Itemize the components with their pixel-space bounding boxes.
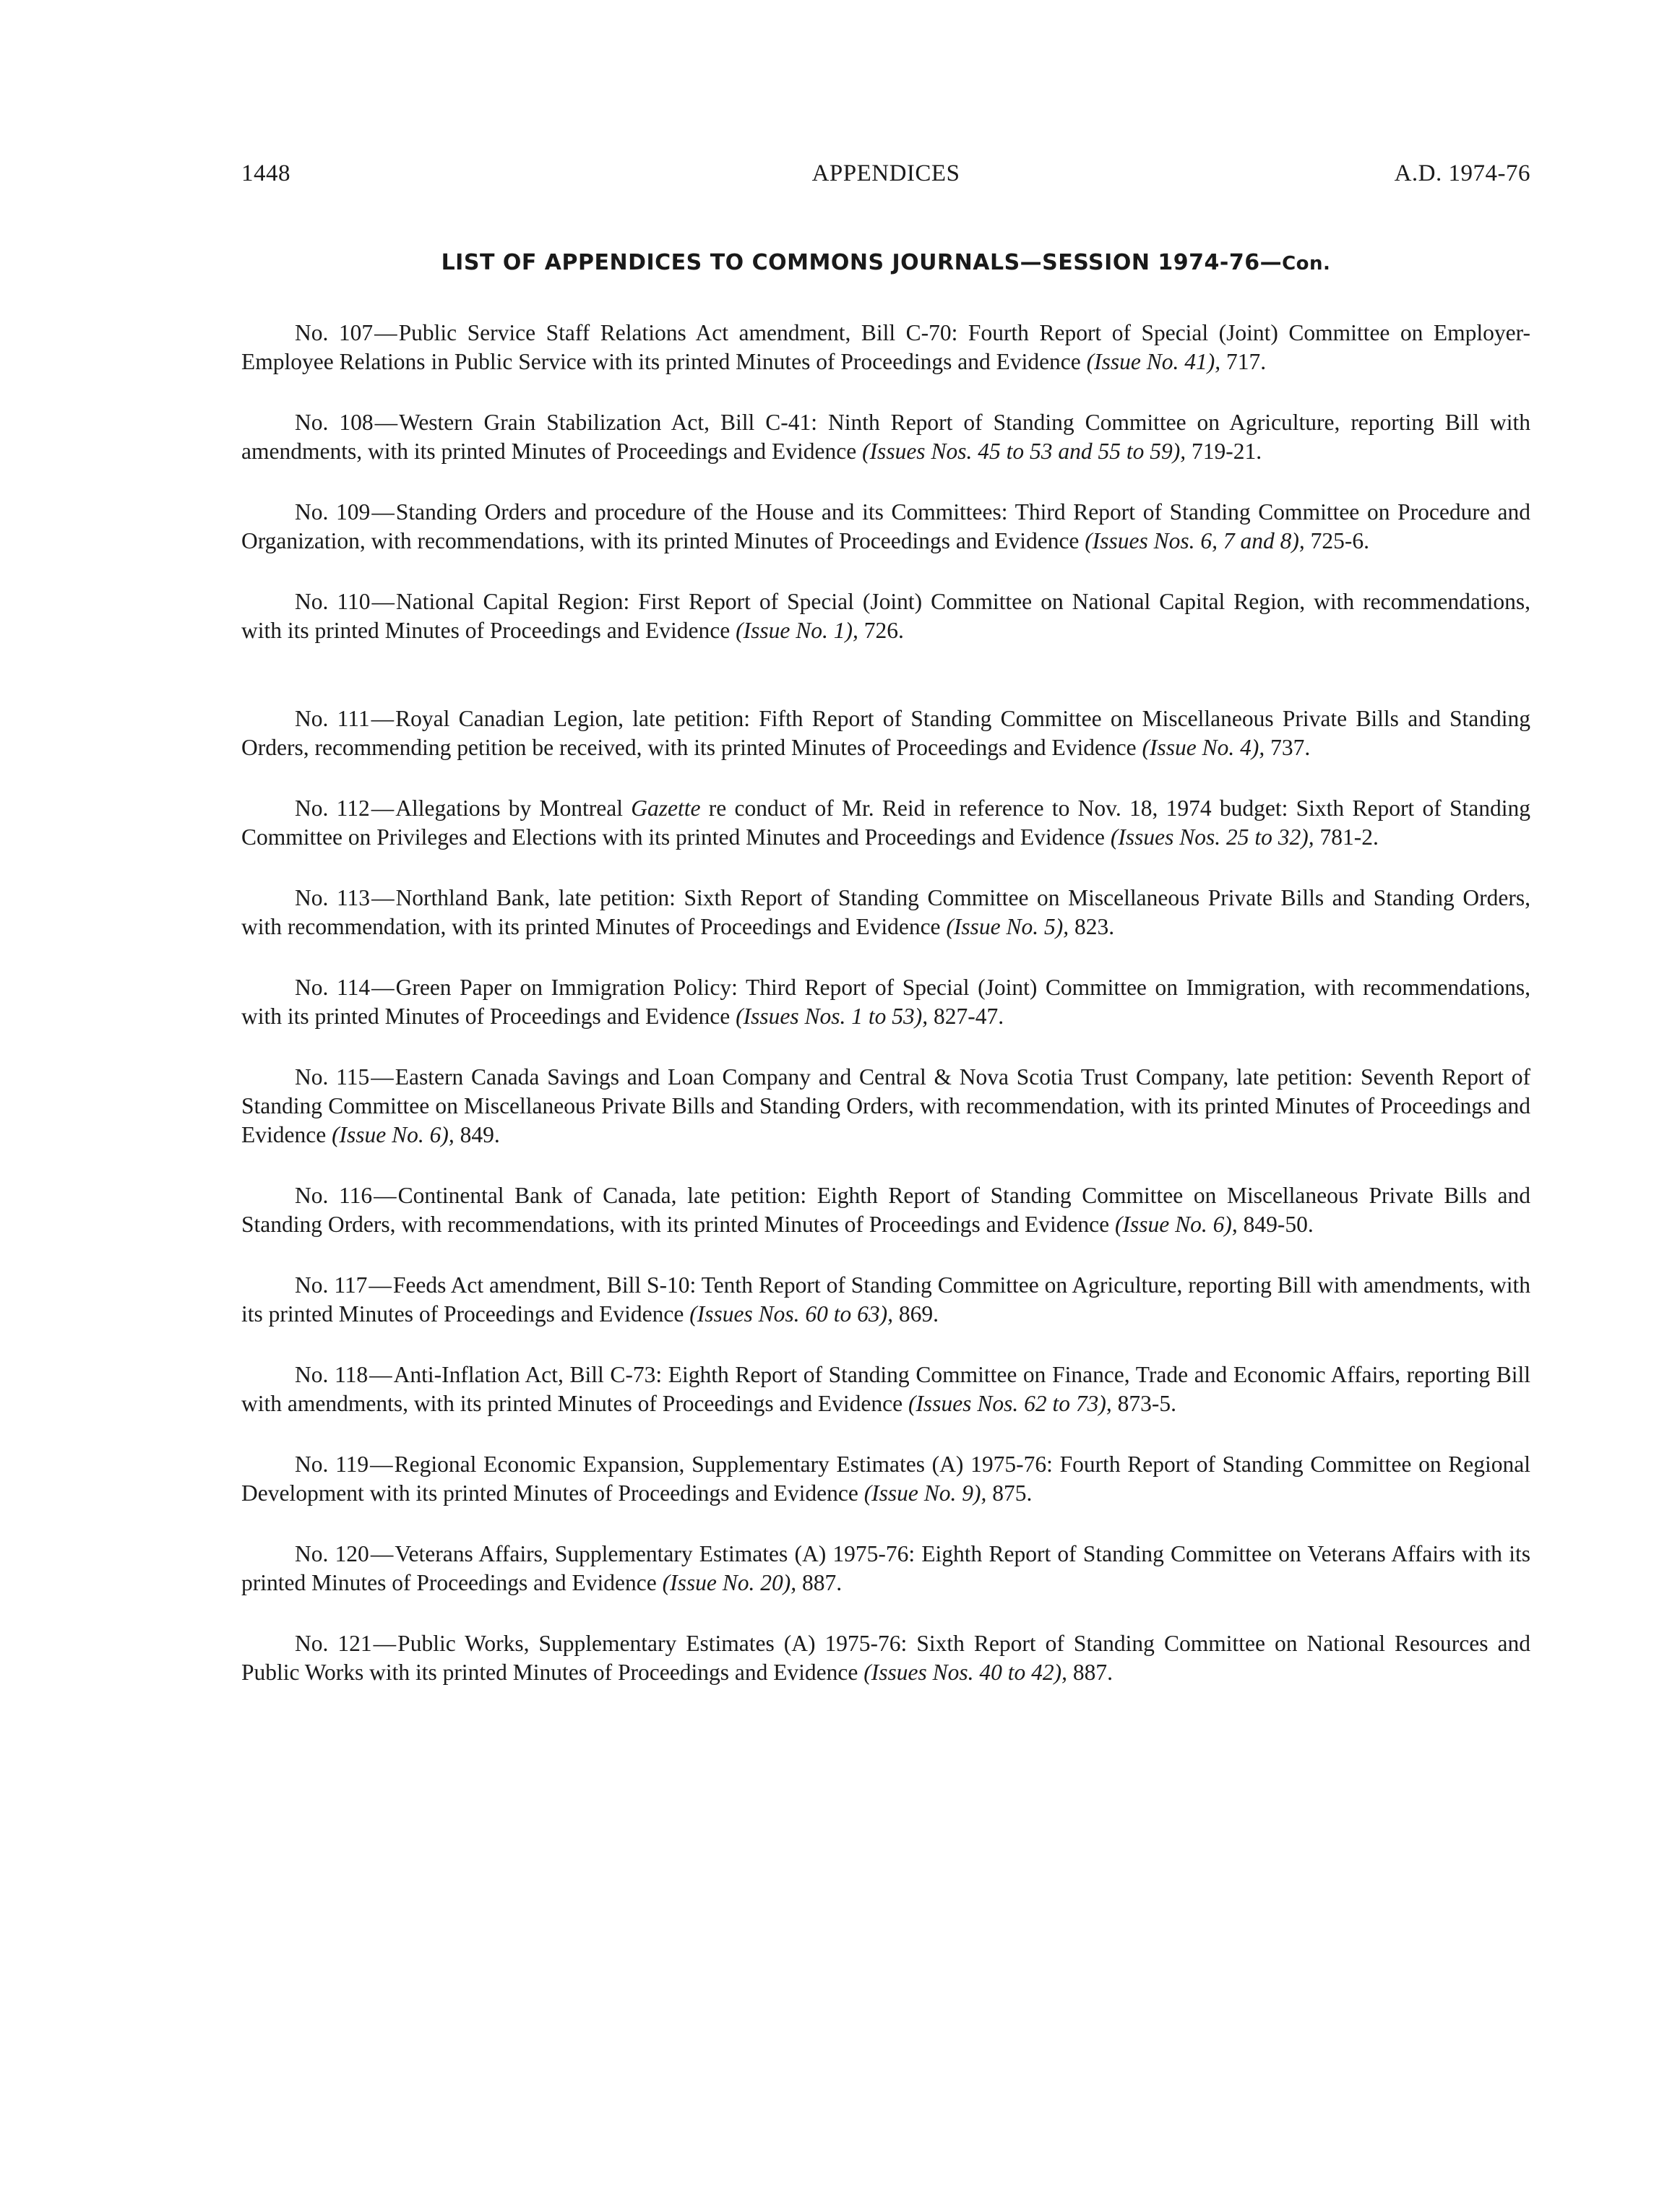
- entry-pages: 873-5.: [1111, 1391, 1176, 1416]
- list-item: No. 118—Anti-Inflation Act, Bill C-73: Eighth Report of Standing Committee on Finance, Trade and Economic Affairs, reporting Bill with amendments, with its printed Minutes of Proceedings and Evidence (Issues Nos. 62 to 73), 873-5.: [241, 1362, 1530, 1416]
- list-item: No. 117—Feeds Act amendment, Bill S-10: Tenth Report of Standing Committee on Agriculture, reporting Bill with amendments, with its printed Minutes of Proceedings and Evidence (Issues Nos. 60 to 63), 869.: [241, 1272, 1530, 1327]
- entry-number: No. 116: [295, 1183, 373, 1208]
- list-item: No. 107—Public Service Staff Relations Act amendment, Bill C-70: Fourth Report of Special (Joint) Committee on Employer-Employee Relations in Public Service with its printed Minutes of Proceedings and Evidence (Issue No. 41), 717.: [241, 320, 1531, 374]
- entry-issue: (Issue No. 4),: [1142, 735, 1265, 760]
- entry-text: Northland Bank, late petition: Sixth Report of Standing Committee on Miscellaneous Private Bills and Standing Orders, with recommendation, with its printed Minutes of Proceedings and Evidence: [241, 885, 1530, 939]
- page-number: 1448: [241, 160, 290, 186]
- entry-text: Public Works, Supplementary Estimates (A) 1975-76: Sixth Report of Standing Committee on National Resources and Public Works with its printed Minutes of Proceedings and Evidence: [241, 1631, 1531, 1685]
- appendix-list: [241, 319, 1530, 1687]
- entry-pages: 726.: [858, 618, 904, 643]
- entry-pages: 849.: [454, 1122, 500, 1147]
- section-title: APPENDICES: [811, 160, 960, 186]
- entry-issue: (Issue No. 5),: [946, 914, 1069, 939]
- entry-text: Green Paper on Immigration Policy: Third Report of Special (Joint) Committee on Immigration, with recommendations, with its printed Minutes of Proceedings and Evidence: [241, 975, 1530, 1029]
- list-title-main: LIST OF APPENDICES TO COMMONS JOURNALS—SESSION 1974-76—: [441, 250, 1283, 275]
- list-item: No. 111—Royal Canadian Legion, late petition: Fifth Report of Standing Committee on Miscellaneous Private Bills and Standing Orders, recommending petition be received, with its printed Minutes of Proceedings and Evidence (Issue No. 4), 737.: [241, 706, 1530, 760]
- entry-pages: 849-50.: [1237, 1212, 1314, 1237]
- list-item: No. 116—Continental Bank of Canada, late petition: Eighth Report of Standing Committee on Miscellaneous Private Bills and Standing Orders, with recommendations, with its printed Minutes of Proceedings and Evidence (Issue No. 6), 849-50.: [241, 1183, 1530, 1237]
- entry-text: Eastern Canada Savings and Loan Company and Central & Nova Scotia Trust Company, late petition: Seventh Report of Standing Committee on Miscellaneous Private Bills and Standing Orders, with recommendation, with its printed Minutes of Proceedings and Evidence: [241, 1064, 1530, 1147]
- entry-issue: (Issue No. 6),: [332, 1122, 455, 1147]
- entry-text: Regional Economic Expansion, Supplementary Estimates (A) 1975-76: Fourth Report of Standing Committee on Regional Development with its printed Minutes of Proceedings and Evidence: [241, 1452, 1530, 1506]
- entry-number: No. 119: [295, 1452, 369, 1477]
- entry-pages: 887.: [796, 1570, 843, 1595]
- list-item: No. 115—Eastern Canada Savings and Loan Company and Central & Nova Scotia Trust Company, late petition: Seventh Report of Standing Committee on Miscellaneous Private Bills and Standing Orders, with recommendation, with its printed Minutes of Proceedings and Evidence (Issue No. 6), 849.: [241, 1064, 1530, 1147]
- entry-number: No. 117: [295, 1272, 368, 1298]
- entry-text: Continental Bank of Canada, late petition: Eighth Report of Standing Committee on Miscellaneous Private Bills and Standing Orders, with recommendations, with its printed Minutes of Proceedings and Evidence: [241, 1183, 1530, 1237]
- entry-issue: (Issue No. 20),: [662, 1570, 797, 1595]
- entry-issue: (Issue No. 1),: [736, 618, 858, 643]
- entry-pages: 823.: [1069, 914, 1115, 939]
- year-range: A.D. 1974-76: [1394, 160, 1530, 186]
- entry-pages: 827-47.: [928, 1004, 1004, 1029]
- entry-number: No. 121: [295, 1631, 372, 1656]
- list-item: No. 121—Public Works, Supplementary Estimates (A) 1975-76: Sixth Report of Standing Committee on National Resources and Public Works with its printed Minutes of Proceedings and Evidence (Issues Nos. 40 to 42), 887.: [241, 1631, 1531, 1685]
- entry-pages: 719-21.: [1186, 439, 1262, 464]
- entry-pages: 781-2.: [1314, 824, 1379, 850]
- entry-pages: 869.: [892, 1301, 939, 1327]
- entry-issue: (Issue No. 41),: [1086, 349, 1221, 374]
- entry-italic-word: Gazette: [631, 795, 701, 821]
- entry-text: re conduct of Mr. Reid in reference to Nov. 18, 1974 budget: Sixth Report of Standing Committee on Privileges and Elections with its printed Minutes and Proceedings and Evidence: [241, 795, 1530, 850]
- entry-issue: (Issues Nos. 60 to 63),: [689, 1301, 893, 1327]
- entry-issue: (Issues Nos. 1 to 53),: [736, 1004, 929, 1029]
- entry-number: No. 108: [295, 410, 374, 435]
- entry-text: Public Service Staff Relations Act amendment, Bill C-70: Fourth Report of Special (Joint) Committee on Employer-Employee Relations in Public Service with its printed Minutes of Proceedings and Evidence: [241, 320, 1531, 374]
- entry-issue: (Issues Nos. 62 to 73),: [908, 1391, 1112, 1416]
- entry-pages: 875.: [986, 1480, 1033, 1506]
- entry-text: Feeds Act amendment, Bill S-10: Tenth Report of Standing Committee on Agriculture, reporting Bill with amendments, with its printed Minutes of Proceedings and Evidence: [241, 1272, 1530, 1327]
- entry-text: Veterans Affairs, Supplementary Estimates (A) 1975-76: Eighth Report of Standing Committee on Veterans Affairs with its printed Minutes of Proceedings and Evidence: [241, 1541, 1530, 1595]
- entry-number: No. 120: [295, 1541, 369, 1566]
- entry-pages: 717.: [1220, 349, 1267, 374]
- list-title-suffix: Con.: [1282, 253, 1331, 275]
- entry-number: No. 110: [295, 589, 371, 614]
- entry-number: No. 114: [295, 975, 371, 1000]
- entry-pages: 725-6.: [1304, 528, 1370, 553]
- running-header: [241, 155, 1530, 191]
- entry-text: Western Grain Stabilization Act, Bill C-41: Ninth Report of Standing Committee on Agriculture, reporting Bill with amendments, with its printed Minutes of Proceedings and Evidence: [241, 410, 1531, 464]
- entry-issue: (Issues Nos. 40 to 42),: [863, 1660, 1068, 1685]
- list-item: No. 119—Regional Economic Expansion, Supplementary Estimates (A) 1975-76: Fourth Report of Standing Committee on Regional Development with its printed Minutes of Proceedings and Evidence (Issue No. 9), 875.: [241, 1452, 1530, 1506]
- entry-issue: (Issue No. 9),: [863, 1480, 987, 1506]
- entry-number: No. 118: [295, 1362, 369, 1387]
- entry-number: No. 115: [295, 1064, 370, 1090]
- list-item: No. 114—Green Paper on Immigration Policy: Third Report of Special (Joint) Committee on Immigration, with recommendations, with its printed Minutes of Proceedings and Evidence (Issues Nos. 1 to 53), 827-47.: [241, 975, 1530, 1029]
- list-item: No. 110—National Capital Region: First Report of Special (Joint) Committee on National Capital Region, with recommendations, with its printed Minutes of Proceedings and Evidence (Issue No. 1), 726.: [241, 589, 1530, 643]
- entry-text-before: Allegations by Montreal: [395, 795, 632, 821]
- entry-text: Royal Canadian Legion, late petition: Fifth Report of Standing Committee on Miscellaneous Private Bills and Standing Orders, recommending petition be received, with its printed Minutes of Proceedings and Evidence: [241, 706, 1530, 760]
- entry-number: No. 111: [295, 706, 370, 731]
- entry-number: No. 107: [295, 320, 374, 345]
- entry-pages: 887.: [1067, 1660, 1113, 1685]
- list-item: No. 108—Western Grain Stabilization Act, Bill C-41: Ninth Report of Standing Committee on Agriculture, reporting Bill with amendments, with its printed Minutes of Proceedings and Evidence (Issues Nos. 45 to 53 and 55 to 59), 719-21.: [241, 410, 1531, 464]
- entry-issue: (Issue No. 6),: [1115, 1212, 1238, 1237]
- list-title: [241, 247, 1530, 280]
- entry-text: National Capital Region: First Report of Special (Joint) Committee on National Capital Region, with recommendations, with its printed Minutes of Proceedings and Evidence: [241, 589, 1530, 643]
- entry-issue: (Issues Nos. 6, 7 and 8),: [1085, 528, 1305, 553]
- list-item: No. 112—Allegations by Montreal Gazette re conduct of Mr. Reid in reference to Nov. 18, 1974 budget: Sixth Report of Standing Committee on Privileges and Elections with its printed Minutes and Proceedings and Evidence (Issues Nos. 25 to 32), 781-2.: [241, 795, 1530, 850]
- entry-text: Standing Orders and procedure of the House and its Committees: Third Report of Standing Committee on Procedure and Organization, with recommendations, with its printed Minutes of Proceedings and Evidence: [241, 499, 1530, 553]
- entry-text: Anti-Inflation Act, Bill C-73: Eighth Report of Standing Committee on Finance, Trade and Economic Affairs, reporting Bill with amendments, with its printed Minutes of Proceedings and Evidence: [241, 1362, 1530, 1416]
- entry-number: No. 112: [295, 795, 370, 821]
- entry-number: No. 109: [295, 499, 371, 525]
- entry-issue: (Issues Nos. 25 to 32),: [1110, 824, 1314, 850]
- entry-issue: (Issues Nos. 45 to 53 and 55 to 59),: [862, 439, 1186, 464]
- list-item: No. 113—Northland Bank, late petition: Sixth Report of Standing Committee on Miscellaneous Private Bills and Standing Orders, with recommendation, with its printed Minutes of Proceedings and Evidence (Issue No. 5), 823.: [241, 885, 1530, 939]
- list-item: No. 109—Standing Orders and procedure of the House and its Committees: Third Report of Standing Committee on Procedure and Organization, with recommendations, with its printed Minutes of Proceedings and Evidence (Issues Nos. 6, 7 and 8), 725-6.: [241, 499, 1530, 553]
- document-page: [241, 155, 1530, 1719]
- entry-pages: 737.: [1265, 735, 1311, 760]
- list-item: No. 120—Veterans Affairs, Supplementary Estimates (A) 1975-76: Eighth Report of Standing Committee on Veterans Affairs with its printed Minutes of Proceedings and Evidence (Issue No. 20), 887.: [241, 1541, 1530, 1595]
- entry-number: No. 113: [295, 885, 371, 910]
